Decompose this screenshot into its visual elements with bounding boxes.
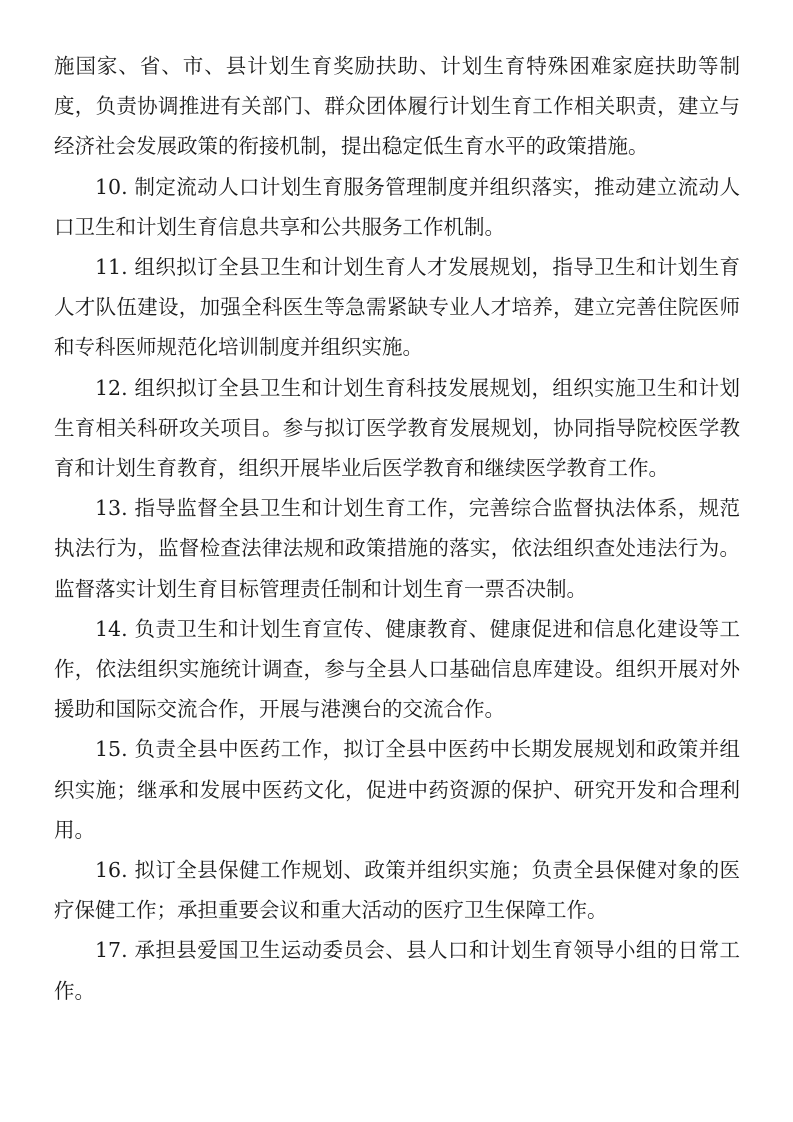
paragraph-item-10: 10. 制定流动人口计划生育服务管理制度并组织落实，推动建立流动人口卫生和计划生育信息共享和公共服务工作机制。 bbox=[54, 174, 740, 239]
document-body bbox=[54, 46, 740, 1011]
paragraph-item-11: 11. 组织拟订全县卫生和计划生育人才发展规划，指导卫生和计划生育人才队伍建设，加强全科医生等急需紧缺专业人才培养，建立完善住院医师和专科医师规范化培训制度并组织实施。 bbox=[54, 255, 740, 360]
paragraph-continuation: 施国家、省、市、县计划生育奖励扶助、计划生育特殊困难家庭扶助等制度，负责协调推进有关部门、群众团体履行计划生育工作相关职责，建立与经济社会发展政策的衔接机制，提出稳定低生育水平的政策措施。 bbox=[54, 54, 740, 159]
paragraph-item-14: 14. 负责卫生和计划生育宣传、健康教育、健康促进和信息化建设等工作，依法组织实施统计调查，参与全县人口基础信息库建设。组织开展对外援助和国际交流合作，开展与港澳台的交流合作。 bbox=[54, 616, 740, 722]
paragraph-item-12: 12. 组织拟订全县卫生和计划生育科技发展规划，组织实施卫生和计划生育相关科研攻关项目。参与拟订医学教育发展规划，协同指导院校医学教育和计划生育教育，组织开展毕业后医学教育和继续医学教育工作。 bbox=[54, 375, 740, 481]
paragraph-item-17: 17. 承担县爱国卫生运动委员会、县人口和计划生育领导小组的日常工作。 bbox=[54, 938, 740, 1003]
paragraph-item-16: 16. 拟订全县保健工作规划、政策并组织实施；负责全县保健对象的医疗保健工作；承担重要会议和重大活动的医疗卫生保障工作。 bbox=[54, 858, 740, 923]
paragraph-item-13: 13. 指导监督全县卫生和计划生育工作，完善综合监督执法体系，规范执法行为，监督检查法律法规和政策措施的落实，依法组织查处违法行为。监督落实计划生育目标管理责任制和计划生育一票否决制。 bbox=[54, 496, 740, 601]
paragraph-item-15: 15. 负责全县中医药工作，拟订全县中医药中长期发展规划和政策并组织实施；继承和发展中医药文化，促进中药资源的保护、研究开发和合理利用。 bbox=[54, 737, 740, 842]
